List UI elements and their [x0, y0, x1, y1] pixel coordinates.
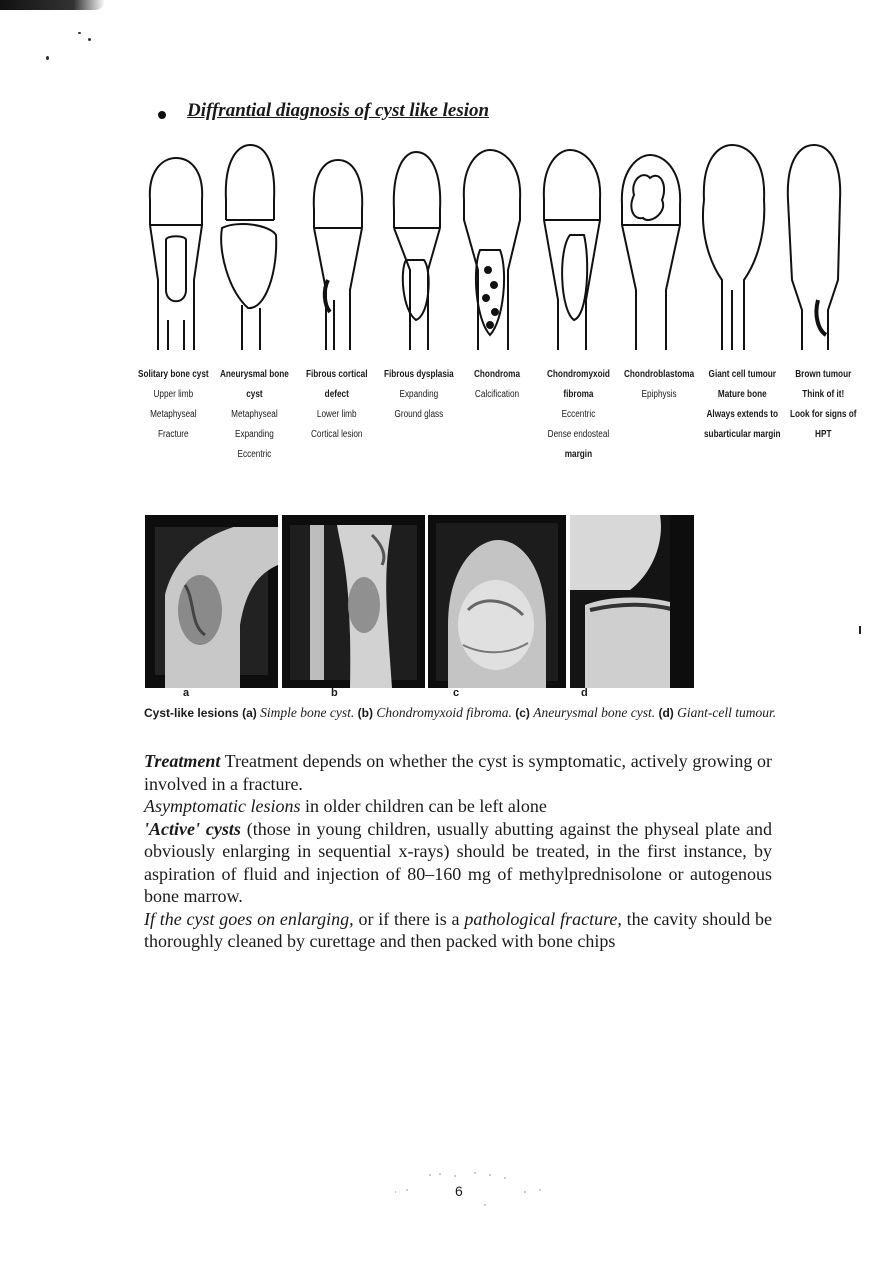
active-cysts-text: (those in young children, usually abutting against the physeal plate and obviously enlarging in sequential x-rays) should be treated, in the first instance, by aspiration of fluid and injection of 80–160 mg of methylprednisolone or autogenous bone marrow. [144, 818, 772, 906]
bone-sketch-chondromyxoid-fibroma [544, 150, 600, 350]
enlarging-mid: or if there is a [353, 908, 465, 929]
caption-line: Expanding [235, 429, 274, 440]
caption-title: Solitary bone cyst [138, 369, 209, 380]
lesion-diagram [138, 140, 858, 355]
caption-title: Fibrous cortical [306, 369, 368, 380]
caption-line: cyst [246, 389, 263, 400]
caption-giant-cell-tumour [704, 365, 781, 445]
bone-sketch-chondroblastoma [622, 155, 680, 350]
treatment-text: Treatment depends on whether the cyst is symptomatic, actively growing or involved in a fracture. [144, 751, 772, 794]
xray-letter-d: d [581, 687, 588, 699]
caption-line: Eccentric [561, 409, 596, 420]
figure-caption-text: Simple bone cyst. [260, 705, 355, 720]
bone-sketch-giant-cell-tumour [703, 145, 764, 350]
caption-chondroma [474, 365, 520, 405]
caption-line: HPT [815, 429, 832, 440]
active-cysts-paragraph [144, 818, 772, 908]
bone-sketch-fibrous-cortical-defect [314, 160, 362, 350]
scan-speck [859, 626, 861, 634]
caption-line: Calcification [474, 389, 520, 400]
xray-letter-c: c [453, 687, 460, 699]
bone-sketch-chondroma [464, 150, 520, 350]
figure-caption-text: Aneurysmal bone cyst. [533, 705, 656, 720]
figure-caption-letter: (c) [515, 706, 530, 720]
pathological-fracture: pathological fracture [464, 908, 618, 929]
caption-line: Mature bone [717, 389, 767, 400]
figure-caption-letter: (b) [357, 706, 373, 720]
bone-sketch-brown-tumour [788, 145, 840, 350]
caption-line: Dense endosteal [547, 429, 610, 440]
caption-line: margin [564, 449, 593, 460]
caption-title: Giant cell tumour [708, 369, 776, 380]
figure-caption-label: Cyst-like lesions [144, 706, 239, 720]
caption-title: Fibrous dysplasia [384, 369, 454, 380]
caption-line: Metaphyseal [150, 409, 197, 420]
xray-image-d [570, 515, 694, 688]
bone-sketch-fibrous-dysplasia [394, 152, 440, 350]
bullet-dot [158, 111, 166, 119]
caption-line: defect [324, 389, 349, 400]
enlarging-text: , the cavity should be thoroughly cleaned by curettage and then packed with bone chips [144, 908, 772, 951]
caption-line: Lower limb [316, 409, 357, 420]
bone-sketch-solitary-cyst [150, 158, 202, 350]
caption-chondromyxoid-fibroma [547, 365, 610, 465]
scan-speck [78, 32, 81, 34]
asymptomatic-paragraph [144, 795, 772, 818]
caption-line: Ground glass [394, 409, 444, 420]
figure-caption-text: Giant-cell tumour. [677, 705, 777, 720]
active-cysts-lead: 'Active' cysts [144, 818, 241, 839]
xray-image-c [428, 515, 566, 688]
scan-edge-mark [0, 0, 105, 10]
xray-image-a [145, 515, 278, 688]
caption-line: Metaphyseal [231, 409, 278, 420]
page-number: 6 [455, 1183, 463, 1199]
caption-line: Eccentric [237, 449, 272, 460]
caption-line: Upper limb [153, 389, 194, 400]
figure-caption-letter: (a) [242, 706, 257, 720]
caption-line: Look for signs of [790, 409, 857, 420]
caption-line: Expanding [399, 389, 439, 400]
treatment-lead: Treatment [144, 751, 221, 771]
enlarging-lead: If the cyst goes on enlarging, [144, 908, 354, 929]
xray-letter-a: a [183, 687, 190, 699]
caption-title: Chondromyxoid [547, 369, 610, 380]
caption-brown-tumour [790, 365, 857, 445]
caption-line: subarticular margin [704, 429, 781, 440]
xray-letter-b: b [331, 687, 338, 699]
caption-chondroblastoma [624, 365, 694, 405]
asymptomatic-text: in older children can be left alone [300, 796, 547, 816]
scan-speck [46, 56, 49, 60]
caption-line: fibroma [563, 389, 594, 400]
caption-line: Cortical lesion [310, 429, 363, 440]
caption-fibrous-dysplasia [384, 365, 454, 425]
figure-caption-letter: (d) [658, 706, 674, 720]
caption-title: Brown tumour [795, 369, 852, 380]
enlarging-paragraph [144, 908, 772, 953]
xray-image-b [282, 515, 425, 688]
asymptomatic-lead: Asymptomatic lesions [144, 796, 301, 816]
caption-solitary-bone-cyst [138, 365, 209, 445]
scan-speck [88, 38, 91, 41]
treatment-paragraph [144, 750, 772, 795]
caption-line: Think of it! [802, 389, 845, 400]
caption-line: Always extends to [706, 409, 779, 420]
caption-title: Chondroblastoma [624, 369, 695, 380]
figure-caption-text: Chondromyxoid fibroma. [376, 705, 512, 720]
caption-line: Epiphysis [641, 389, 677, 400]
caption-line: Fracture [158, 429, 189, 440]
figure-caption [144, 703, 780, 723]
treatment-section [144, 750, 772, 953]
caption-title: Chondroma [474, 369, 521, 380]
section-heading: Diffrantial diagnosis of cyst like lesion [187, 100, 490, 121]
bone-sketch-aneurysmal-cyst [221, 145, 276, 350]
scan-noise [395, 1170, 545, 1210]
caption-title: Aneurysmal bone [220, 369, 289, 380]
caption-fibrous-cortical-defect [306, 365, 368, 445]
caption-aneurysmal-bone-cyst [220, 365, 289, 465]
